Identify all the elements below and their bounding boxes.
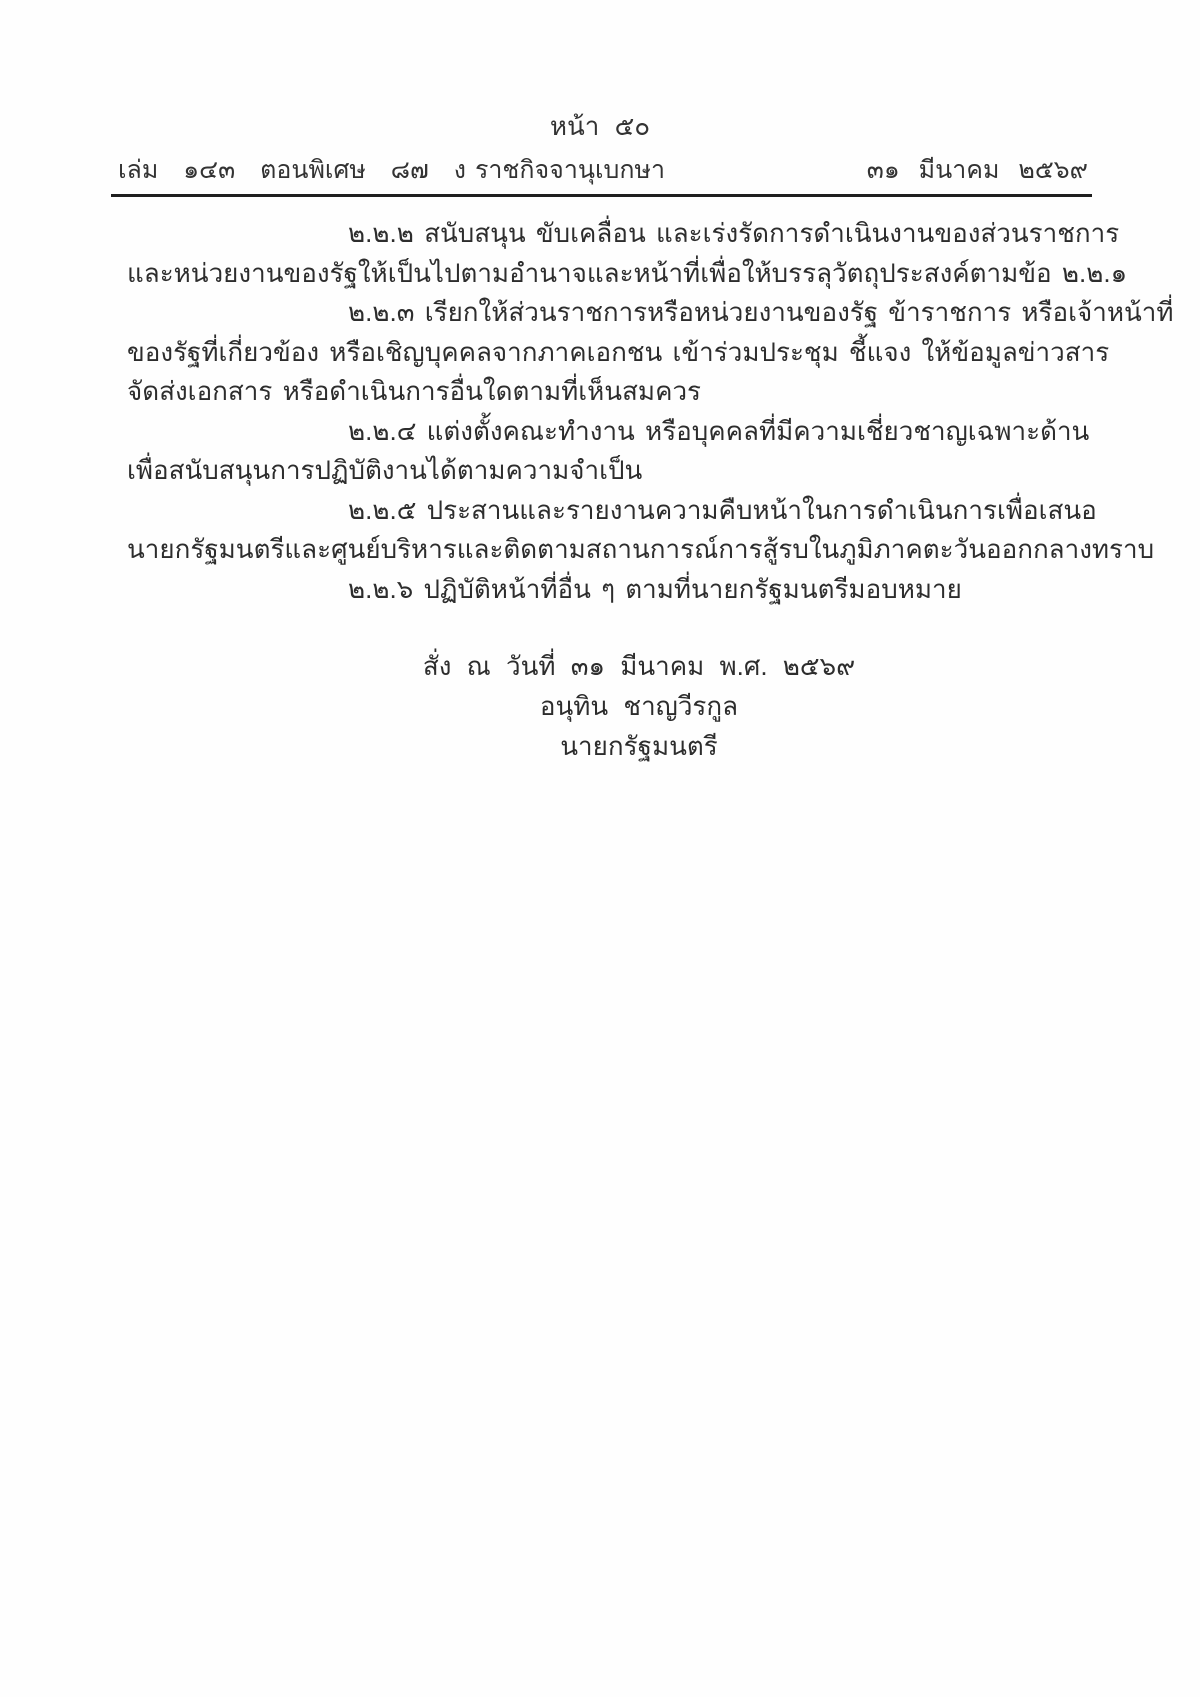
body-line: และหน่วยงานของรัฐให้เป็นไปตามอำนาจและหน้าที่เพื่อให้บรรลุวัตถุประสงค์ตามข้อ ๒.๒.๑ [127,257,1128,288]
signer-title: นายกรัฐมนตรี [560,731,718,761]
body-line: ๒.๒.๒ สนับสนุน ขับเคลื่อน และเร่งรัดการดำเนินงานของส่วนราชการ [348,218,1120,248]
body-line: ๒.๒.๔ แต่งตั้งคณะทำงาน หรือบุคคลที่มีความเชี่ยวชาญเฉพาะด้าน [348,415,1090,446]
body-line: ๒.๒.๖ ปฏิบัติหน้าที่อื่น ๆ ตามที่นายกรัฐมนตรีมอบหมาย [348,573,962,604]
volume-info: เล่ม ๑๔๓ ตอนพิเศษ ๘๗ ง [118,156,467,184]
gazette-name: ราชกิจจานุเบกษา [474,156,666,184]
header-divider [111,194,1092,197]
issue-date: ๓๑ มีนาคม ๒๕๖๙ [866,156,1088,184]
body-line: ของรัฐที่เกี่ยวข้อง หรือเชิญบุคคลจากภาคเอกชน เข้าร่วมประชุม ชี้แจง ให้ข้อมูลข่าวสาร [127,336,1110,367]
signature-block [0,646,1200,766]
body-line: ๒.๒.๕ ประสานและรายงานความคืบหน้าในการดำเนินการเพื่อเสนอ [348,494,1097,525]
body-line: จัดส่งเอกสาร หรือดำเนินการอื่นใดตามที่เห็นสมควร [127,376,702,406]
body-text [127,214,1174,609]
body-line: เพื่อสนับสนุนการปฏิบัติงานได้ตามความจำเป็น [127,455,643,485]
order-date-line: สั่ง ณ วันที่ ๓๑ มีนาคม พ.ศ. ๒๕๖๙ [422,651,856,681]
signer-name: อนุทิน ชาญวีรกูล [539,691,739,721]
body-line: นายกรัฐมนตรีและศูนย์บริหารและติดตามสถานการณ์การสู้รบในภูมิภาคตะวันออกกลางทราบ [127,534,1155,564]
page-number: หน้า ๕๐ [549,111,651,141]
masthead [0,150,1200,184]
body-line: ๒.๒.๓ เรียกให้ส่วนราชการหรือหน่วยงานของรัฐ ข้าราชการ หรือเจ้าหน้าที่ [348,297,1174,327]
